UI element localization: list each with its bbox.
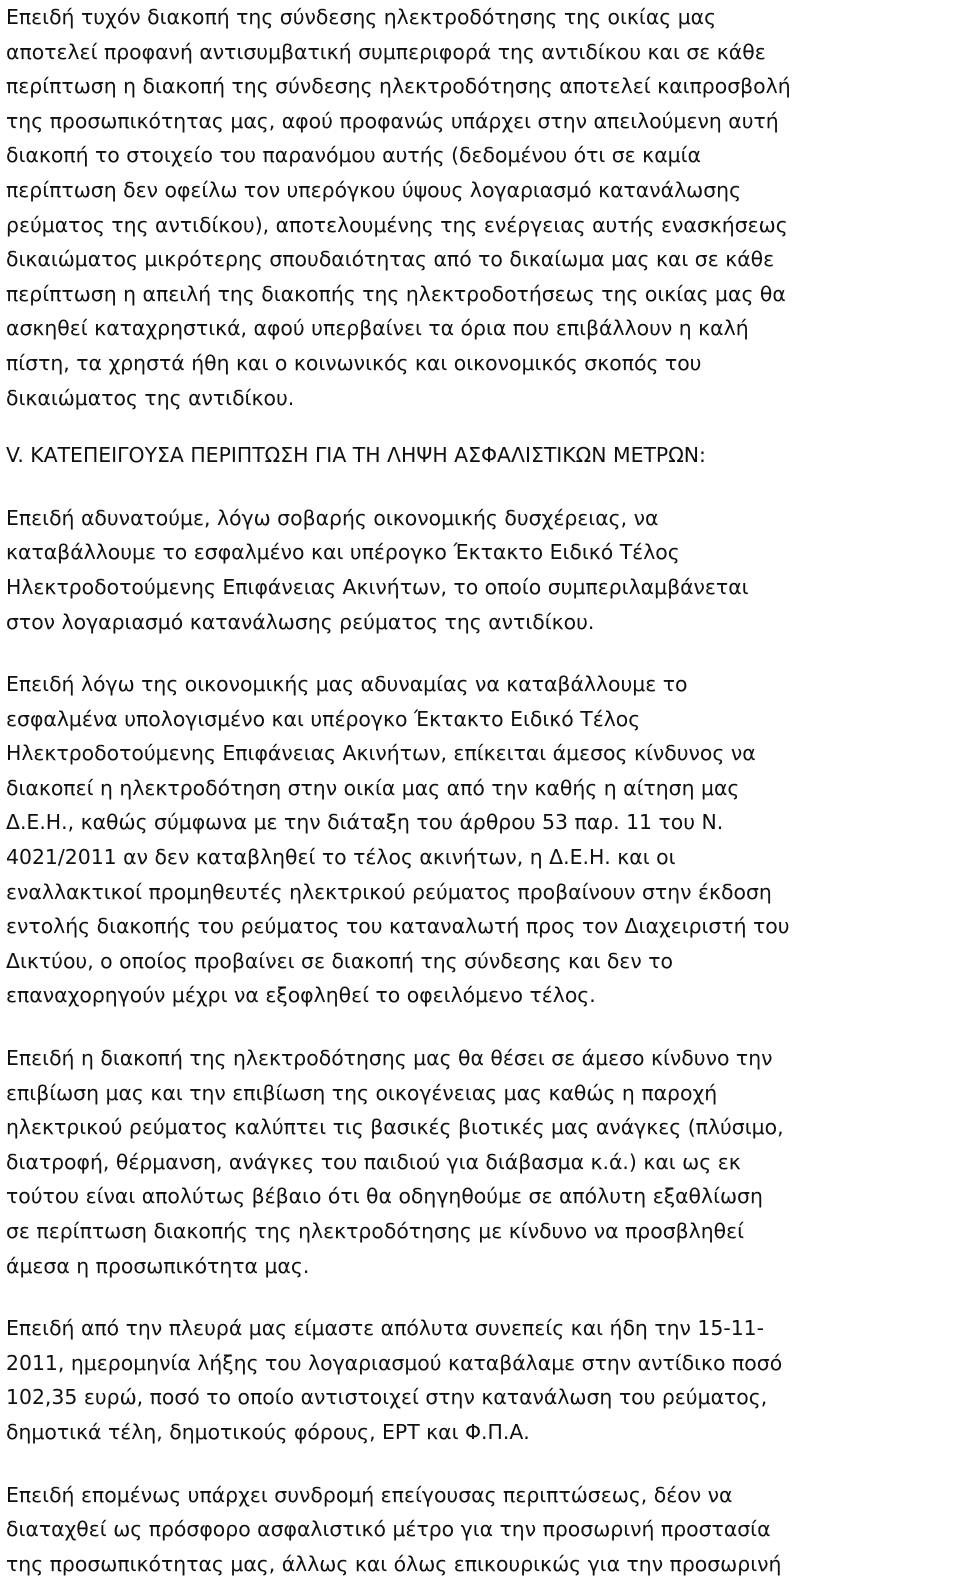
text-line: Επειδή η διακοπή της ηλεκτροδότησης μας θα θέσει σε άμεσο κίνδυνο την bbox=[6, 1046, 773, 1071]
text-line: εναλλακτικοί προμηθευτές ηλεκτρικού ρεύματος προβαίνουν στην έκδοση bbox=[6, 879, 772, 904]
text-line: Επειδή αδυνατούμε, λόγω σοβαρής οικονομικής δυσχέρειας, να bbox=[6, 505, 659, 530]
text-line: περίπτωση δεν οφείλω τον υπερόγκου ύψους λογαριασμό κατανάλωσης bbox=[6, 177, 742, 202]
text-line: 2011, ημερομηνία λήξης του λογαριασμού καταβάλαμε στην αντίδικο ποσό bbox=[6, 1350, 783, 1375]
paragraph-imminent-danger bbox=[6, 667, 954, 1013]
text-line: Ηλεκτροδοτούμενης Επιφάνειας Ακινήτων, το οποίο συμπεριλαμβάνεται bbox=[6, 574, 749, 599]
text-line: δικαιώματος της αντιδίκου. bbox=[6, 385, 295, 410]
text-line: διαταχθεί ως πρόσφορο ασφαλιστικό μέτρο για την προσωρινή προστασία bbox=[6, 1517, 771, 1542]
text-line: Δικτύου, ο οποίος προβαίνει σε διακοπή της σύνδεσης και δεν το bbox=[6, 948, 673, 973]
text-line: εντολής διακοπής του ρεύματος του καταναλωτή προς τον Διαχειριστή του bbox=[6, 914, 790, 939]
paragraph-payment-made bbox=[6, 1311, 954, 1449]
text-line: επαναχορηγούν μέχρι να εξοφληθεί το οφειλόμενο τέλος. bbox=[6, 983, 596, 1008]
text-line: διακοπεί η ηλεκτροδότηση στην οικία μας από την καθής η αίτηση μας bbox=[6, 775, 740, 800]
text-line: 102,35 ευρώ, ποσό το οποίο αντιστοιχεί στην κατανάλωση του ρεύματος, bbox=[6, 1385, 768, 1410]
paragraph-spacer bbox=[6, 639, 954, 667]
text-line: διατροφή, θέρμανση, ανάγκες του παιδιού για διάβασμα κ.ά.) και ως εκ bbox=[6, 1149, 741, 1174]
document-page bbox=[6, 0, 954, 1581]
paragraph-spacer bbox=[6, 1450, 954, 1478]
text-line: άμεσα η προσωπικότητα μας. bbox=[6, 1253, 310, 1278]
text-line: τούτου είναι απολύτως βέβαιο ότι θα οδηγηθούμε σε απόλυτη εξαθλίωση bbox=[6, 1184, 763, 1209]
text-line: καταβάλλουμε το εσφαλμένο και υπέρογκο Έκτακτο Ειδικό Τέλος bbox=[6, 540, 680, 565]
section-heading: V. ΚΑΤΕΠΕΙΓΟΥΣΑ ΠΕΡΙΠΤΩΣΗ ΓΙΑ ΤΗ ΛΗΨΗ ΑΣΦΑΛΙΣΤΙΚΩΝ ΜΕΤΡΩΝ: bbox=[6, 443, 706, 468]
text-line: Επειδή επομένως υπάρχει συνδρομή επείγουσας περιπτώσεως, δέον να bbox=[6, 1482, 733, 1507]
text-line: Επειδή από την πλευρά μας είμαστε απόλυτα συνεπείς και ήδη την 15-11- bbox=[6, 1316, 764, 1341]
paragraph-disconnection-violation bbox=[6, 0, 954, 415]
text-line: ασκηθεί καταχρηστικά, αφού υπερβαίνει τα όρια που επιβάλλουν η καλή bbox=[6, 316, 749, 341]
text-line: Επειδή τυχόν διακοπή της σύνδεσης ηλεκτροδότησης της οικίας μας bbox=[6, 5, 717, 29]
paragraph-spacer bbox=[6, 473, 954, 501]
text-line: ηλεκτρικού ρεύματος καλύπτει τις βασικές βιοτικές μας ανάγκες (πλύσιμο, bbox=[6, 1115, 784, 1140]
text-line: 4021/2011 αν δεν καταβληθεί το τέλος ακινήτων, η Δ.Ε.Η. και οι bbox=[6, 845, 676, 870]
text-line: περίπτωση η διακοπή της σύνδεσης ηλεκτροδότησης αποτελεί καιπροσβολή bbox=[6, 74, 791, 99]
text-line: εσφαλμένα υπολογισμένο και υπέρογκο Έκτακτο Ειδικό Τέλος bbox=[6, 706, 641, 731]
paragraph-spacer bbox=[6, 1283, 954, 1311]
paragraph-urgent-case bbox=[6, 1478, 954, 1582]
paragraph-spacer bbox=[6, 1013, 954, 1041]
text-line: στον λογαριασμό κατανάλωσης ρεύματος της αντιδίκου. bbox=[6, 609, 595, 634]
text-line: δημοτικά τέλη, δημοτικούς φόρους, ΕΡΤ και Φ.Π.Α. bbox=[6, 1419, 530, 1444]
text-line: σε περίπτωση διακοπής της ηλεκτροδότησης με κίνδυνο να προσβληθεί bbox=[6, 1219, 745, 1243]
text-line: ρεύματος της αντιδίκου), αποτελουμένης της ενέργειας αυτής ενασκήσεως bbox=[6, 212, 788, 237]
text-line: της προσωπικότητας μας, αφού προφανώς υπάρχει στην απειλούμενη αυτή bbox=[6, 108, 779, 133]
text-line: Επειδή λόγω της οικονομικής μας αδυναμίας να καταβάλλουμε το bbox=[6, 672, 688, 697]
text-line: αποτελεί προφανή αντισυμβατική συμπεριφορά της αντιδίκου και σε κάθε bbox=[6, 39, 766, 64]
text-line: περίπτωση η απειλή της διακοπής της ηλεκτροδοτήσεως της οικίας μας θα bbox=[6, 281, 786, 306]
text-line: διακοπή το στοιχείο του παρανόμου αυτής (δεδομένου ότι σε καμία bbox=[6, 143, 701, 168]
paragraph-financial-difficulty bbox=[6, 501, 954, 639]
text-line: Δ.Ε.Η., καθώς σύμφωνα με την διάταξη του άρθρου 53 παρ. 11 του Ν. bbox=[6, 810, 724, 835]
paragraph-spacer bbox=[6, 415, 954, 438]
text-line: Ηλεκτροδοτούμενης Επιφάνειας Ακινήτων, επίκειται άμεσος κίνδυνος να bbox=[6, 741, 756, 766]
text-line: δικαιώματος μικρότερης σπουδαιότητας από το δικαίωμα μας και σε κάθε bbox=[6, 247, 775, 272]
text-line: της προσωπικότητας μας, άλλως και όλως επικουρικώς για την προσωρινή bbox=[6, 1551, 782, 1576]
text-line: επιβίωση μας και την επιβίωση της οικογένειας μας καθώς η παροχή bbox=[6, 1080, 718, 1105]
paragraph-survival-risk bbox=[6, 1041, 954, 1283]
text-line: πίστη, τα χρηστά ήθη και ο κοινωνικός και οικονομικός σκοπός του bbox=[6, 350, 702, 375]
